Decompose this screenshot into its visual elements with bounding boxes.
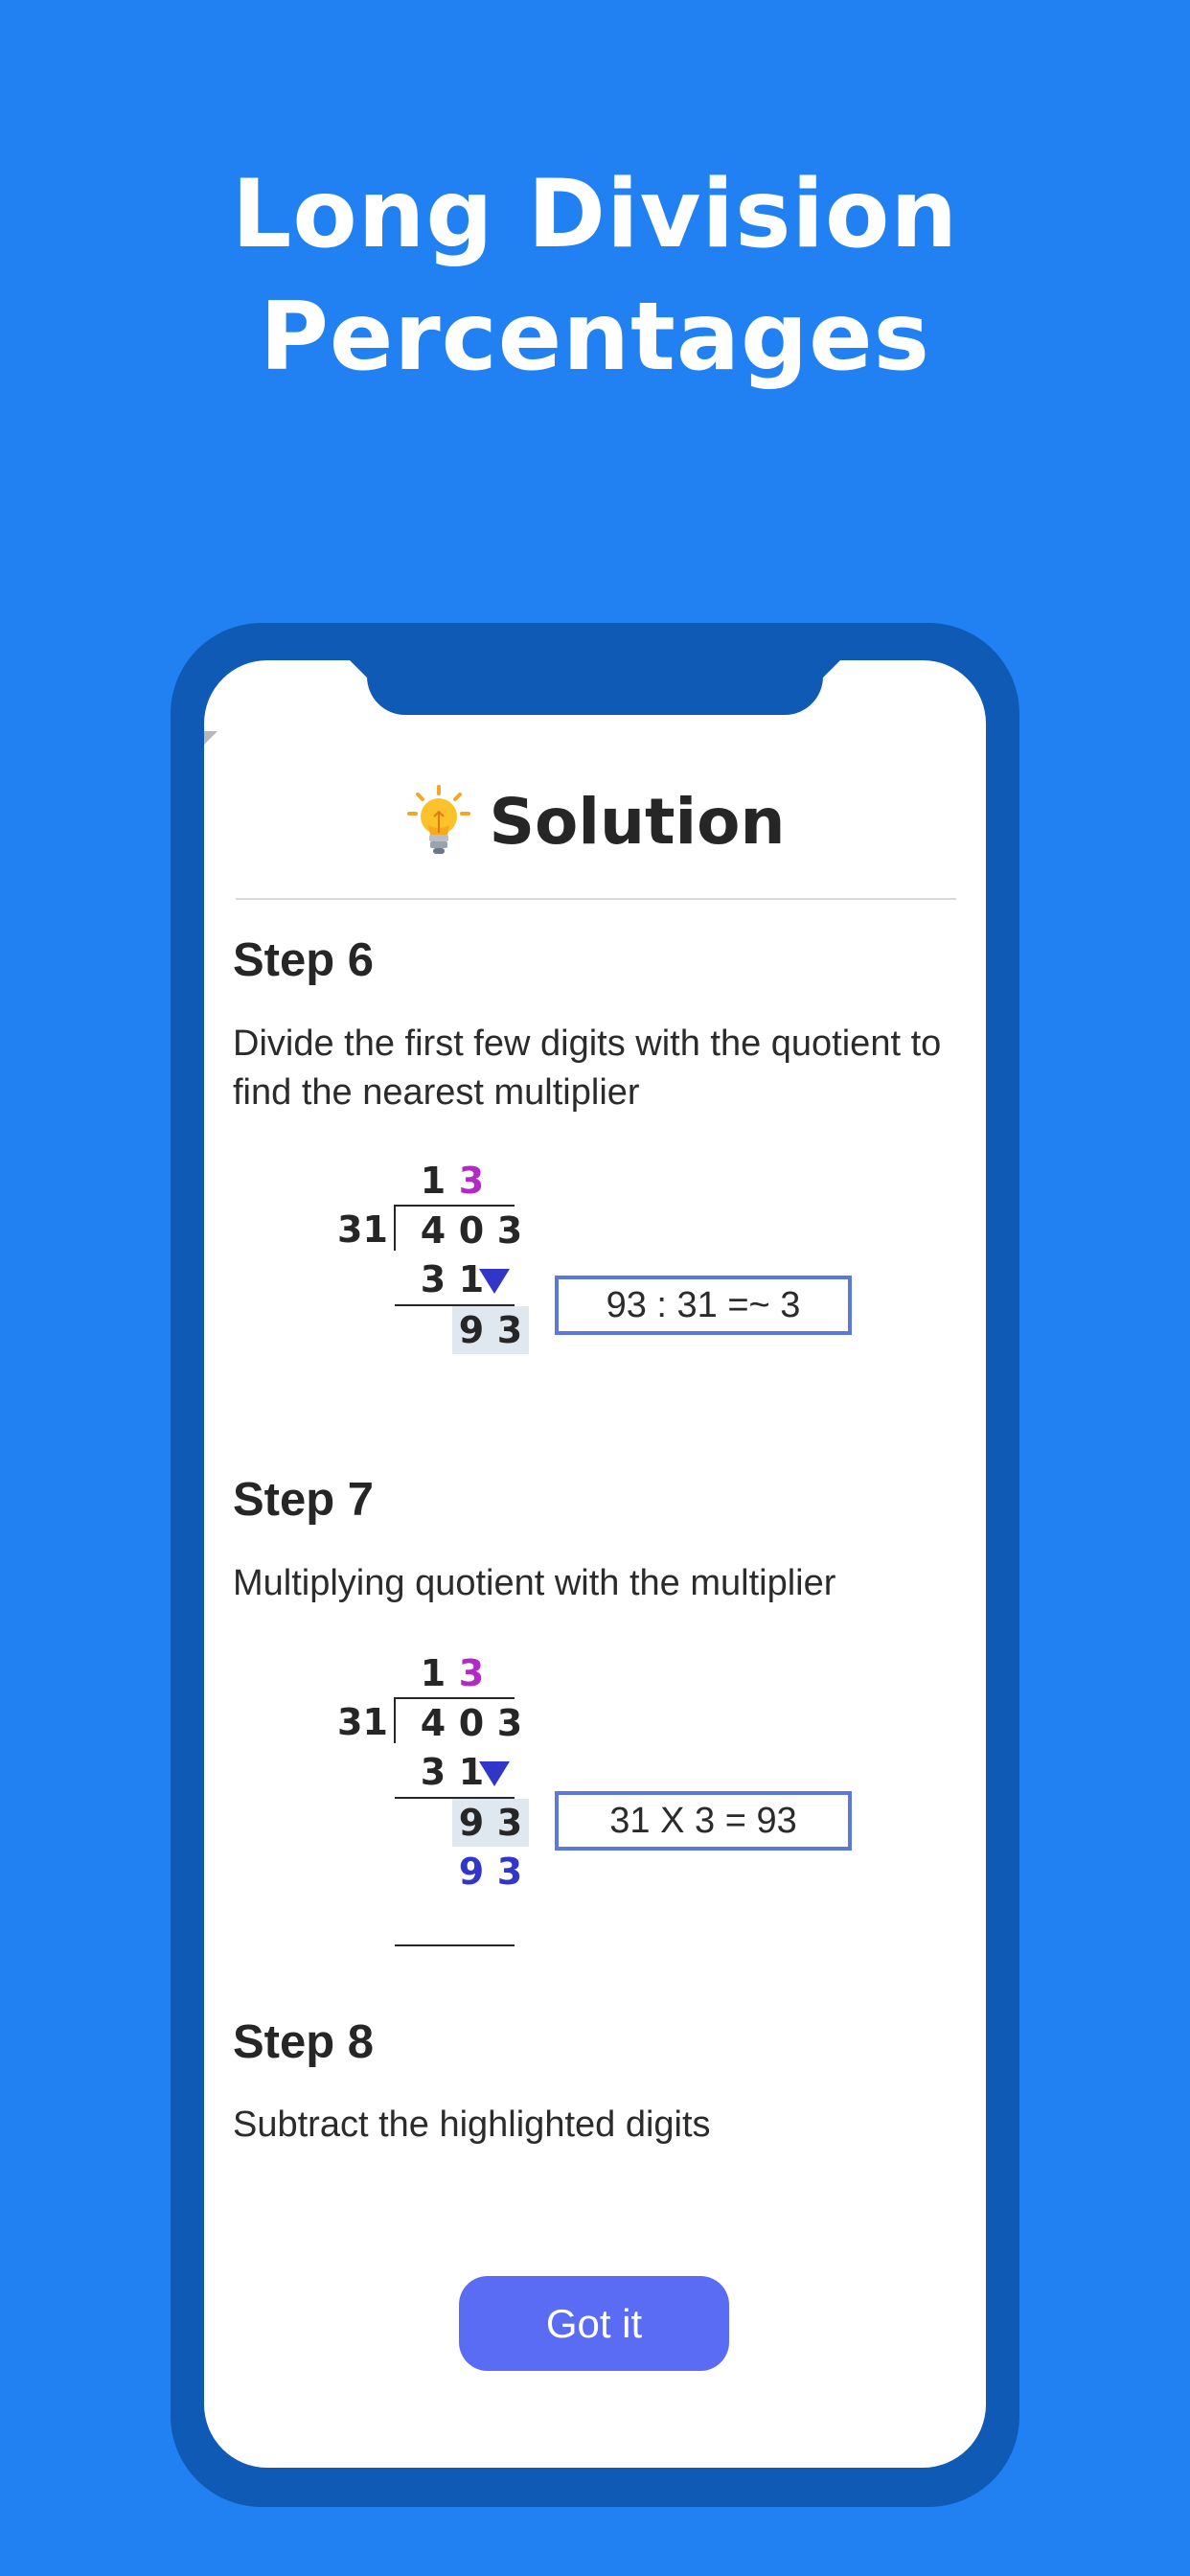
solution-title: Solution [489,784,786,859]
header-divider [236,898,956,900]
remainder-digit: 3 [491,1799,529,1847]
division-bracket [394,1697,396,1743]
remainder-digit: 3 [491,1306,529,1354]
quotient-digit: 1 [420,1652,446,1694]
solution-header [204,775,986,867]
dividend-digit: 3 [496,1209,523,1252]
division-bracket [394,1205,396,1251]
headline-line-1: Long Division [231,160,959,269]
step-7-title: Step 7 [233,1474,375,1526]
step-6-description: Divide the first few digits with the quotient to find the nearest multiplier [233,1024,942,1113]
subtract-digit: 3 [420,1258,446,1300]
dividend-digit: 0 [458,1702,485,1744]
dividend-digit: 3 [496,1702,523,1744]
remainder-digit: 9 [452,1799,491,1847]
step-6-title: Step 6 [233,934,375,986]
product-digit: 3 [496,1851,523,1893]
phone-screen [204,660,986,2468]
product-digit: 9 [458,1851,485,1893]
phone-notch [367,660,823,715]
quotient-digit: 1 [420,1160,446,1202]
lightbulb-icon [405,785,472,858]
dividend-digit: 0 [458,1209,485,1252]
product-line [395,1944,515,1946]
corner-marker [204,731,217,745]
dividend-digit: 4 [420,1702,446,1744]
step-6-equation: 93 : 31 =~ 3 [555,1276,852,1335]
step-8-description: Subtract the highlighted digits [233,2104,711,2145]
quotient-digit-new: 3 [458,1160,485,1202]
divisor: 31 [337,1208,388,1251]
subtract-digit: 3 [420,1751,446,1793]
remainder-digit: 9 [452,1306,491,1354]
divisor: 31 [337,1701,388,1743]
step-7-description: Multiplying quotient with the multiplier [233,1563,836,1603]
quotient-digit-new: 3 [458,1652,485,1694]
dividend-digit: 4 [420,1209,446,1252]
got-it-button[interactable]: Got it [459,2276,729,2371]
step-8-title: Step 8 [233,2016,375,2068]
bring-down-arrow-icon [479,1269,510,1294]
step-7-equation: 31 X 3 = 93 [555,1791,852,1851]
headline-line-2: Percentages [260,283,930,392]
subtract-digit: 1 [458,1258,485,1300]
subtract-digit: 1 [458,1751,485,1793]
headline [0,153,1190,399]
bring-down-arrow-icon [479,1761,510,1786]
